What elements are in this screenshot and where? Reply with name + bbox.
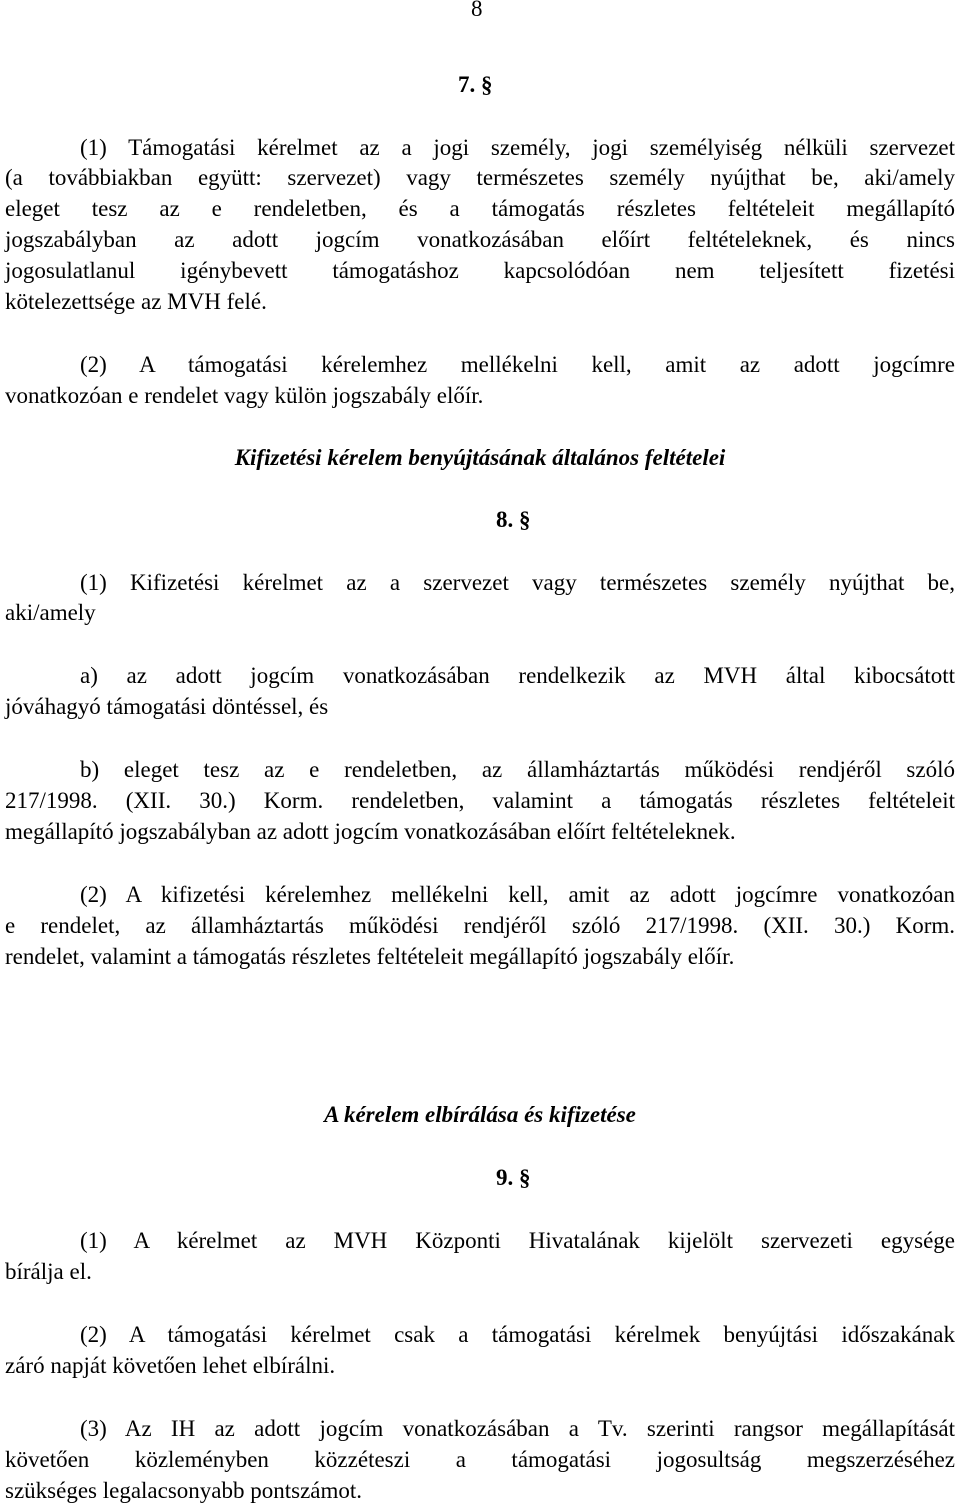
section-8-p1-line-1: (1) Kifizetési kérelmet az a szervezet vagy természetes személy nyújthat be, [80,570,955,595]
section-9-p1-line-1: (1) A kérelmet az MVH Központi Hivatalának kijelölt szervezeti egysége [80,1228,955,1253]
section-7-p2-line-1: (2) A támogatási kérelemhez mellékelni kell, amit az adott jogcímre [80,352,955,377]
section-9-p2-line-1: (2) A támogatási kérelmet csak a támogatási kérelmek benyújtási időszakának [80,1322,955,1347]
subtitle-kifizetesi-kerelem: Kifizetési kérelem benyújtásának általános feltételei [234,445,726,470]
section-8-pb-line-2: 217/1998. (XII. 30.) Korm. rendeletben, valamint a támogatás részletes feltételeit [5,788,955,813]
page-number: 8 [471,0,483,21]
section-7-p2-line-2: vonatkozóan e rendelet vagy külön jogszabály előír. [5,383,484,408]
section-9-p2-line-2: záró napját követően lehet elbírálni. [5,1353,336,1378]
subtitle-kerelem-elbiralasa: A kérelem elbírálása és kifizetése [324,1102,636,1127]
section-9-p3-line-2: követően közleményben közzéteszi a támogatási jogosultság megszerzéséhez [5,1447,955,1472]
section-8-p2-line-1: (2) A kifizetési kérelemhez mellékelni kell, amit az adott jogcímre vonatkozóan [80,882,955,907]
section-8-p2-line-3: rendelet, valamint a támogatás részletes feltételeit megállapító jogszabály előír. [5,944,735,969]
section-7-heading: 7. § [458,72,493,97]
section-7-p1-line-2: (a továbbiakban együtt: szervezet) vagy természetes személy nyújthat be, aki/amely [5,165,955,190]
section-8-p2-line-2: e rendelet, az államháztartás működési rendjéről szóló 217/1998. (XII. 30.) Korm. [5,913,955,938]
section-8-pb-line-3: megállapító jogszabályban az adott jogcím vonatkozásában előírt feltételeknek. [5,819,736,844]
section-7-p1-line-1: (1) Támogatási kérelmet az a jogi személy, jogi személyiség nélküli szervezet [80,135,955,160]
section-8-pa-line-1: a) az adott jogcím vonatkozásában rendelkezik az MVH által kibocsátott [80,663,955,688]
section-8-pb-line-1: b) eleget tesz az e rendeletben, az államháztartás működési rendjéről szóló [80,757,955,782]
section-7-p1-line-6: kötelezettsége az MVH felé. [5,289,267,314]
section-7-p1-line-3: eleget tesz az e rendeletben, és a támogatás részletes feltételeit megállapító [5,196,955,221]
section-8-p1-line-2: aki/amely [5,600,96,625]
section-9-p3-line-3: szükséges legalacsonyabb pontszámot. [5,1478,363,1503]
section-9-heading: 9. § [496,1165,531,1190]
section-7-p1-line-4: jogszabályban az adott jogcím vonatkozásában előírt feltételeknek, és nincs [5,227,955,252]
section-9-p1-line-2: bírálja el. [5,1259,92,1284]
section-7-p1-line-5: jogosulatlanul igénybevett támogatáshoz kapcsolódóan nem teljesített fizetési [5,258,955,283]
section-8-pa-line-2: jóváhagyó támogatási döntéssel, és [5,694,329,719]
section-9-p3-line-1: (3) Az IH az adott jogcím vonatkozásában a Tv. szerinti rangsor megállapítását [80,1416,955,1441]
section-8-heading: 8. § [496,507,531,532]
